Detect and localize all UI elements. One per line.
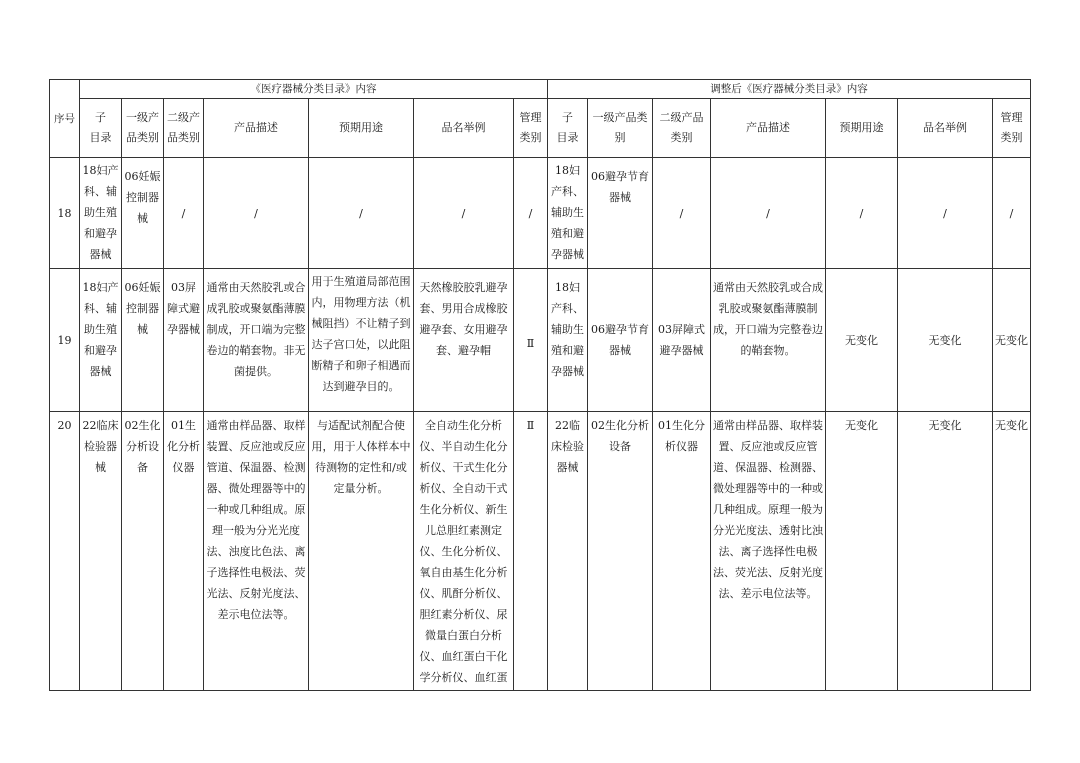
header-examples-right: 品名举例 xyxy=(898,99,993,158)
header-level2-right: 二级产品 类别 xyxy=(653,99,711,158)
cell-sub-catalog-right: 22临床检验器械 xyxy=(548,412,588,691)
cell-examples-right: 无变化 xyxy=(898,412,993,691)
cell-examples: / xyxy=(414,158,514,269)
cell-intended-use-right: 无变化 xyxy=(826,412,898,691)
cell-level2: 01生化分析仪器 xyxy=(164,412,204,691)
cell-level2-right: / xyxy=(653,158,711,269)
cell-mgmt-right: 无变化 xyxy=(993,412,1031,691)
header-mgmt-right: 管理 类别 xyxy=(993,99,1031,158)
table-row xyxy=(50,269,1031,412)
cell-mgmt-right: / xyxy=(993,158,1031,269)
header-description-right: 产品描述 xyxy=(711,99,826,158)
cell-mgmt-right: 无变化 xyxy=(993,269,1031,412)
cell-intended-use: / xyxy=(309,158,414,269)
cell-description-right: / xyxy=(711,158,826,269)
header-level2: 二级产 品类别 xyxy=(164,99,204,158)
cell-description-right: 通常由天然胶乳或合成乳胶或聚氨酯薄膜制成，开口端为完整卷边的鞘套物。 xyxy=(711,269,826,412)
header-sub-catalog-right: 子 目录 xyxy=(548,99,588,158)
header-level1-right: 一级产品类 别 xyxy=(588,99,653,158)
cell-level1-right: 06避孕节育器械 xyxy=(588,158,653,269)
cell-level1: 06妊娠控制器械 xyxy=(122,269,164,412)
cell-examples-right: 无变化 xyxy=(898,269,993,412)
cell-intended-use: 用于生殖道局部范围内，用物理方法（机械阻挡）不让精子到达子宫口处，以此阻断精子和卵子相遇而达到避孕目的。 xyxy=(309,269,414,412)
cell-examples: 全自动生化分析仪、半自动生化分析仪、干式生化分析仪、全自动干式生化分析仪、新生儿总胆红素测定仪、生化分析仪、氧自由基生化分析仪、肌酐分析仪、胆红素分析仪、尿微量白蛋白分析仪、血红蛋白干化学分析仪、血红蛋 xyxy=(414,412,514,691)
cell-sub-catalog-right: 18妇产科、辅助生殖和避孕器械 xyxy=(548,269,588,412)
header-intended-use: 预期用途 xyxy=(309,99,414,158)
cell-level1: 02生化分析设备 xyxy=(122,412,164,691)
header-left-group: 《医疗器械分类目录》内容 xyxy=(80,80,548,99)
cell-mgmt: Ⅱ xyxy=(514,269,548,412)
cell-examples: 天然橡胶胶乳避孕套、男用合成橡胶避孕套、女用避孕套、避孕帽 xyxy=(414,269,514,412)
header-right-group: 调整后《医疗器械分类目录》内容 xyxy=(548,80,1031,99)
table-row xyxy=(50,412,1031,691)
cell-description-right: 通常由样品器、取样装置、反应池或反应管道、保温器、检测器、微处理器等中的一种或几种组成。原理一般为分光光度法、透射比浊法、离子选择性电极法、荧光法、反射光度法、差示电位法等。 xyxy=(711,412,826,691)
cell-description: 通常由样品器、取样装置、反应池或反应管道、保温器、检测器、微处理器等中的一种或几种组成。原理一般为分光光度法、浊度比色法、离子选择性电极法、荧光法、反射光度法、差示电位法等。 xyxy=(204,412,309,691)
cell-sub-catalog: 18妇产科、辅助生殖和避孕器械 xyxy=(80,269,122,412)
cell-mgmt: Ⅱ xyxy=(514,412,548,691)
row-seq: 19 xyxy=(50,269,80,412)
header-mgmt: 管理 类别 xyxy=(514,99,548,158)
row-seq: 20 xyxy=(50,412,80,691)
header-sub-catalog: 子 目录 xyxy=(80,99,122,158)
cell-sub-catalog: 18妇产科、辅助生殖和避孕器械 xyxy=(80,158,122,269)
header-intended-use-right: 预期用途 xyxy=(826,99,898,158)
header-level1: 一级产 品类别 xyxy=(122,99,164,158)
cell-level2-right: 01生化分析仪器 xyxy=(653,412,711,691)
header-seq: 序号 xyxy=(50,80,80,158)
cell-level1: 06妊娠控制器械 xyxy=(122,158,164,269)
row-seq: 18 xyxy=(50,158,80,269)
cell-sub-catalog-right: 18妇产科、辅助生殖和避孕器械 xyxy=(548,158,588,269)
cell-intended-use-right: / xyxy=(826,158,898,269)
table-row xyxy=(50,158,1031,269)
header-examples: 品名举例 xyxy=(414,99,514,158)
cell-level1-right: 02生化分析设备 xyxy=(588,412,653,691)
cell-level2: 03屏障式避孕器械 xyxy=(164,269,204,412)
cell-description: / xyxy=(204,158,309,269)
header-description: 产品描述 xyxy=(204,99,309,158)
cell-examples-right: / xyxy=(898,158,993,269)
cell-description: 通常由天然胶乳或合成乳胶或聚氨酯薄膜制成，开口端为完整卷边的鞘套物。非无菌提供。 xyxy=(204,269,309,412)
cell-intended-use-right: 无变化 xyxy=(826,269,898,412)
cell-level2: / xyxy=(164,158,204,269)
catalog-comparison-table xyxy=(49,79,1031,691)
cell-mgmt: / xyxy=(514,158,548,269)
header-row-columns xyxy=(50,99,1031,158)
cell-sub-catalog: 22临床检验器械 xyxy=(80,412,122,691)
cell-intended-use: 与适配试剂配合使用，用于人体样本中待测物的定性和/或定量分析。 xyxy=(309,412,414,691)
header-row-group xyxy=(50,80,1031,99)
cell-level2-right: 03屏障式避孕器械 xyxy=(653,269,711,412)
cell-level1-right: 06避孕节育器械 xyxy=(588,269,653,412)
